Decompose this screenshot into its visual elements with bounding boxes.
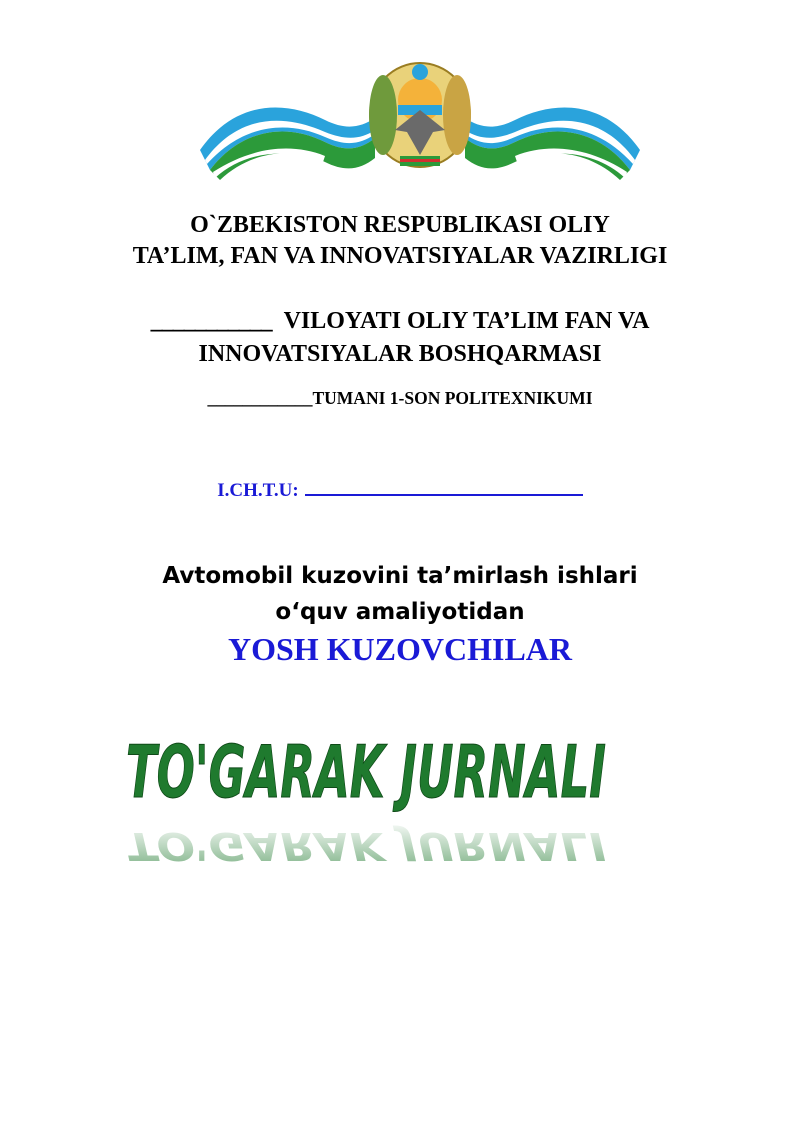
club-name: YOSH KUZOVCHILAR [227, 631, 573, 667]
ichtu-label: I.CH.T.U: [217, 480, 299, 501]
wordart-title-text: TO'GARAK JURNALI [126, 730, 606, 814]
ministry-title-line1: O`ZBEKISTON RESPUBLIKASI OLIY [190, 212, 610, 238]
left-flag-ribbon [200, 108, 375, 180]
subject-line1: Avtomobil kuzovini ta’mirlash ishlari [162, 563, 638, 589]
subject-line2: o‘quv amaliyotidan [275, 599, 525, 625]
ministry-title-line2: TA’LIM, FAN VA INNOVATSIYALAR VAZIRLIGI [132, 243, 668, 269]
coat-of-arms-icon [369, 63, 471, 167]
regional-office-title [0, 305, 800, 371]
wordart-reflection: TO'GARAK JURNALI [126, 823, 606, 868]
district-blank: ____________ [207, 388, 313, 408]
state-emblem-with-ribbon [195, 60, 645, 180]
wordart-title [118, 725, 618, 868]
subject-title [0, 558, 800, 630]
region-blank: ___________ [150, 308, 272, 334]
regional-office-line1: VILOYATI OLIY TA’LIM FAN VA [283, 308, 650, 334]
ministry-title [0, 210, 800, 272]
ichtu-blank-line [305, 478, 583, 496]
regional-office-line2: INNOVATSIYALAR BOSHQARMASI [198, 341, 602, 367]
college-name: TUMANI 1-SON POLITEXNIKUMI [312, 388, 593, 408]
college-title [0, 388, 800, 409]
right-flag-ribbon [465, 108, 640, 180]
ichtu-field [0, 478, 800, 502]
